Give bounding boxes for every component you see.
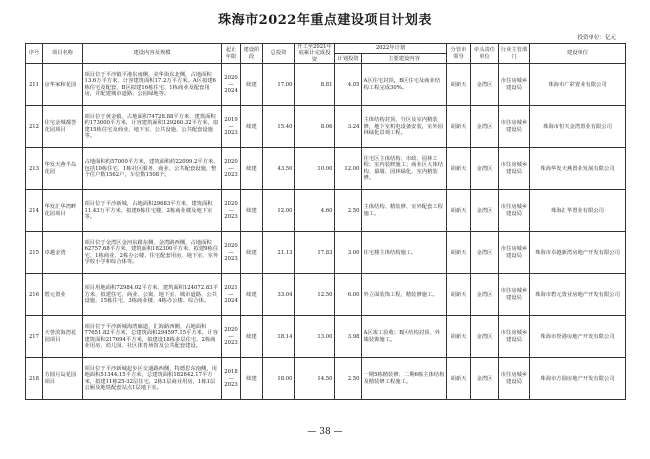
- cell-dept: 市住房城乡建设局: [499, 190, 530, 232]
- table-row: [26, 64, 626, 106]
- period-start: 2019: [224, 116, 238, 123]
- cell-seq: 213: [26, 148, 43, 190]
- header-to2021: 开工至2021年底累计完成投资: [295, 44, 335, 64]
- cell-dept: 市住房城乡建设局: [499, 358, 530, 400]
- cell-content: A区住宅封顶，B区住宅及商业结构工程完成30%。: [362, 64, 447, 106]
- cell-content: 一期5栋精装修、二期6栋主体结构及精装修工程施工。: [362, 358, 447, 400]
- cell-content: 主体结构、精装修、室外配套工程施工。: [362, 190, 447, 232]
- header-builder: 建设单位: [530, 44, 626, 64]
- period-end: 2023: [224, 382, 238, 389]
- cell-content: A区竣工验收；B区结构封顶、外墙装饰施工。: [362, 316, 447, 358]
- header-plan-group: 2022年计划: [335, 44, 447, 54]
- cell-unit: 金湾区: [471, 316, 499, 358]
- cell-total: 21.13: [263, 232, 295, 274]
- cell-builder: 珠海市恒天金湾置业有限公司: [530, 106, 626, 148]
- cell-to2021: 17.83: [295, 232, 335, 274]
- cell-builder: 珠海汇华置业有限公司: [530, 190, 626, 232]
- cell-seq: 217: [26, 316, 43, 358]
- header-name: 项目名称: [43, 44, 83, 64]
- table-row: [26, 106, 626, 148]
- period-end: 2023: [224, 214, 238, 221]
- header-stage: 建设阶段: [241, 44, 263, 64]
- cell-to2021: 10.00: [295, 148, 335, 190]
- cell-stage: 续建: [241, 64, 263, 106]
- cell-unit: 金湾区: [471, 190, 499, 232]
- cell-leader: 胡新天: [447, 274, 471, 316]
- cell-leader: 胡新天: [447, 316, 471, 358]
- cell-unit: 金湾区: [471, 64, 499, 106]
- header-leader: 分管市领导: [447, 44, 471, 64]
- period-end: 2023: [224, 340, 238, 347]
- cell-plan: 2.50: [335, 190, 362, 232]
- cell-stage: 续建: [241, 232, 263, 274]
- header-dept: 行业主管部门: [499, 44, 530, 64]
- header-seq: 序号: [26, 44, 43, 64]
- cell-scale: 项目位于平沙新城起步区交通路西侧，特德思东南侧，用地面积51344.15平方米，总建筑面积182642.17平方米，拟建11栋25-32层住宅，2栋1层商业用房，1栋1层公厕及地铁配套站点1层地下室。: [83, 358, 222, 400]
- header-period: 起止年限: [222, 44, 241, 64]
- cell-dept: 市住房城乡建设局: [499, 64, 530, 106]
- cell-builder: 珠海市誉港房地产开发有限公司: [530, 316, 626, 358]
- header-lead-unit: 牵头责任单位: [471, 44, 499, 64]
- table-row: [26, 190, 626, 232]
- period-end: 2023: [224, 130, 238, 137]
- period-end: 2023: [224, 172, 238, 179]
- cell-name: 华发天燕半岛花园: [43, 148, 83, 190]
- table-row: [26, 316, 626, 358]
- cell-builder: 珠海市方圆房地产开发有限公司: [530, 358, 626, 400]
- cell-to2021: 8.81: [295, 64, 335, 106]
- cell-to2021: 13.00: [295, 316, 335, 358]
- cell-content: 住宅区主体结构、市政、园林工程；室内装修施工；商业区大体结构、幕墙、园林绿化、室内精装修。: [362, 148, 447, 190]
- cell-scale: 项目位于金湾区金河东路东侧、金湾路西侧，占地面积62757.68平方米，建筑面积182300平方米，拟建9栋住宅、1栋商业、2栋办公楼、住宅配套用房、地下室、室外学校小学和综合体等。: [83, 232, 222, 274]
- cell-name: 华发汇华湾畔花园项目: [43, 190, 83, 232]
- unit-label: 投资单位：亿元: [577, 35, 616, 41]
- period-start: 2021: [224, 284, 238, 291]
- cell-content: 主体结构封顶，分区及室内精装修，地下室机电设备安装，室外园林绿化景观工程。: [362, 106, 447, 148]
- cell-seq: 218: [26, 358, 43, 400]
- cell-name: 天誉滨海湾花园项目: [43, 316, 83, 358]
- page-title: 珠海市2022年重点建设项目计划表: [218, 13, 432, 28]
- period-start: 2020: [224, 200, 238, 207]
- cell-plan: 3.98: [335, 316, 362, 358]
- cell-stage: 续建: [241, 106, 263, 148]
- cell-plan: 3.24: [335, 106, 362, 148]
- cell-total: 15.40: [263, 106, 295, 148]
- cell-name: 住宅金城都荟花园项目: [43, 106, 83, 148]
- header-plan-content: 主要建设内容: [362, 54, 447, 64]
- cell-leader: 胡新天: [447, 358, 471, 400]
- period-start: 2018: [224, 368, 238, 375]
- cell-period: 2020 — 2023: [222, 316, 241, 358]
- cell-stage: 续建: [241, 274, 263, 316]
- cell-name: 方圆月岛花园项目: [43, 358, 83, 400]
- cell-unit: 金湾区: [471, 232, 499, 274]
- period-end: 2024: [224, 298, 238, 305]
- cell-to2021: 12.50: [295, 274, 335, 316]
- cell-unit: 金湾区: [471, 148, 499, 190]
- cell-stage: 续建: [241, 316, 263, 358]
- cell-builder: 珠海市广彩置业有限公司: [530, 64, 626, 106]
- cell-dept: 市住房城乡建设局: [499, 148, 530, 190]
- period-start: 2020: [224, 326, 238, 333]
- cell-total: 43.50: [263, 148, 295, 190]
- period-start: 2020: [224, 158, 238, 165]
- cell-content: 外立面装饰工程，精装修施工。: [362, 274, 447, 316]
- cell-name: 卓越金湾: [43, 232, 83, 274]
- cell-total: 33.04: [263, 274, 295, 316]
- project-table: [25, 43, 626, 400]
- cell-scale: 占地面积约57000平方米，建筑面积约22099.2平方米，包括10栋住宅、1栋社区服务、商业、公共配套设施，整个住户数1562户，车位数1508个。: [83, 148, 222, 190]
- cell-seq: 216: [26, 274, 43, 316]
- cell-dept: 市住房城乡建设局: [499, 232, 530, 274]
- cell-scale: 项目位于平沙新城海湾廊道，汇海路西侧，占地面积77651.82平方米，总建筑面积294597.15平方米，计容建筑面积217694平方米，拟建设18栋多层住宅、2栋商业用房、幼儿园、社区体育场馆及公共配套建设。: [83, 316, 222, 358]
- cell-content: 住宅楼主体结构施工。: [362, 232, 447, 274]
- header-plan-invest: 计划投资: [335, 54, 362, 64]
- cell-to2021: 8.06: [295, 106, 335, 148]
- cell-unit: 金湾区: [471, 358, 499, 400]
- cell-stage: 续建: [241, 190, 263, 232]
- cell-builder: 珠海市卓越新湾房地产开发有限公司: [530, 232, 626, 274]
- cell-seq: 214: [26, 190, 43, 232]
- cell-name: 京华家和花园: [43, 64, 83, 106]
- cell-total: 18.14: [263, 316, 295, 358]
- table-row: [26, 274, 626, 316]
- table-row: [26, 358, 626, 400]
- cell-to2021: 14.50: [295, 358, 335, 400]
- cell-seq: 215: [26, 232, 43, 274]
- header-total: 总投资: [263, 44, 295, 64]
- period-start: 2020: [224, 242, 238, 249]
- cell-leader: 胡新天: [447, 232, 471, 274]
- period-end: 2023: [224, 256, 238, 263]
- cell-plan: 4.05: [335, 64, 362, 106]
- cell-plan: 2.50: [335, 358, 362, 400]
- cell-unit: 金湾区: [471, 274, 499, 316]
- cell-period: 2021 — 2024: [222, 274, 241, 316]
- cell-dept: 市住房城乡建设局: [499, 316, 530, 358]
- cell-leader: 胡新天: [447, 148, 471, 190]
- table-row: [26, 148, 626, 190]
- cell-unit: 金湾区: [471, 106, 499, 148]
- cell-seq: 212: [26, 106, 43, 148]
- cell-scale: 项目位于平沙镇平港东南侧、美华街东北侧，占地面积13.6万平方米，计容建筑面积17.2万平方米。A区拟建6栋住宅及配套，B区拟建16栋住宅、1栋商业及配套用房，并配建城市道路、公园绿地等。: [83, 64, 222, 106]
- cell-total: 17.00: [263, 64, 295, 106]
- cell-seq: 211: [26, 64, 43, 106]
- cell-period: 2018 — 2023: [222, 358, 241, 400]
- cell-scale: 项目位于平沙新城，占地面积29683平方米，建筑面积11.43万平方米，拟建6栋住宅楼、2栋商业楼及地下室等。: [83, 190, 222, 232]
- cell-period: 2020 — 2023: [222, 148, 241, 190]
- period-start: 2020: [224, 74, 238, 81]
- cell-plan: 6.00: [335, 274, 362, 316]
- cell-dept: 市住房城乡建设局: [499, 274, 530, 316]
- cell-builder: 珠海市碧元置业房地产开发有限公司: [530, 274, 626, 316]
- cell-period: 2019 — 2023: [222, 106, 241, 148]
- cell-dept: 市住房城乡建设局: [499, 106, 530, 148]
- period-end: 2024: [224, 88, 238, 95]
- cell-plan: 3.00: [335, 232, 362, 274]
- cell-period: 2020 — 2023: [222, 232, 241, 274]
- cell-period: 2020 — 2023: [222, 190, 241, 232]
- cell-total: 12.00: [263, 190, 295, 232]
- cell-stage: 续建: [241, 358, 263, 400]
- cell-name: 碧元置业: [43, 274, 83, 316]
- cell-plan: 12.00: [335, 148, 362, 190]
- cell-leader: 胡新天: [447, 106, 471, 148]
- cell-scale: 项目位于黄金镇，占地面积74728.88平方米，建筑面积约173000平方米，计容建筑面积129260.32平方米，拟建15栋住宅及商业、地下室、公共设施、公共配套设施等。: [83, 106, 222, 148]
- cell-total: 18.00: [263, 358, 295, 400]
- cell-leader: 胡新天: [447, 64, 471, 106]
- header-scale: 建设内容及规模: [83, 44, 222, 64]
- table-row: [26, 232, 626, 274]
- cell-builder: 珠海华发天燕置业发展有限公司: [530, 148, 626, 190]
- cell-scale: 项目用地面积72984.02平方米，建筑面积124072.83平方米，拟建住宅、商业、公寓、地下室、城市道路、公共设施、15栋住宅、3栋商业楼、4栋办公楼、综合体。: [83, 274, 222, 316]
- cell-leader: 胡新天: [447, 190, 471, 232]
- cell-stage: 续建: [241, 148, 263, 190]
- cell-to2021: 4.60: [295, 190, 335, 232]
- table-header-row: [26, 44, 626, 54]
- cell-period: 2020 — 2024: [222, 64, 241, 106]
- page-number: — 38 —: [307, 427, 343, 437]
